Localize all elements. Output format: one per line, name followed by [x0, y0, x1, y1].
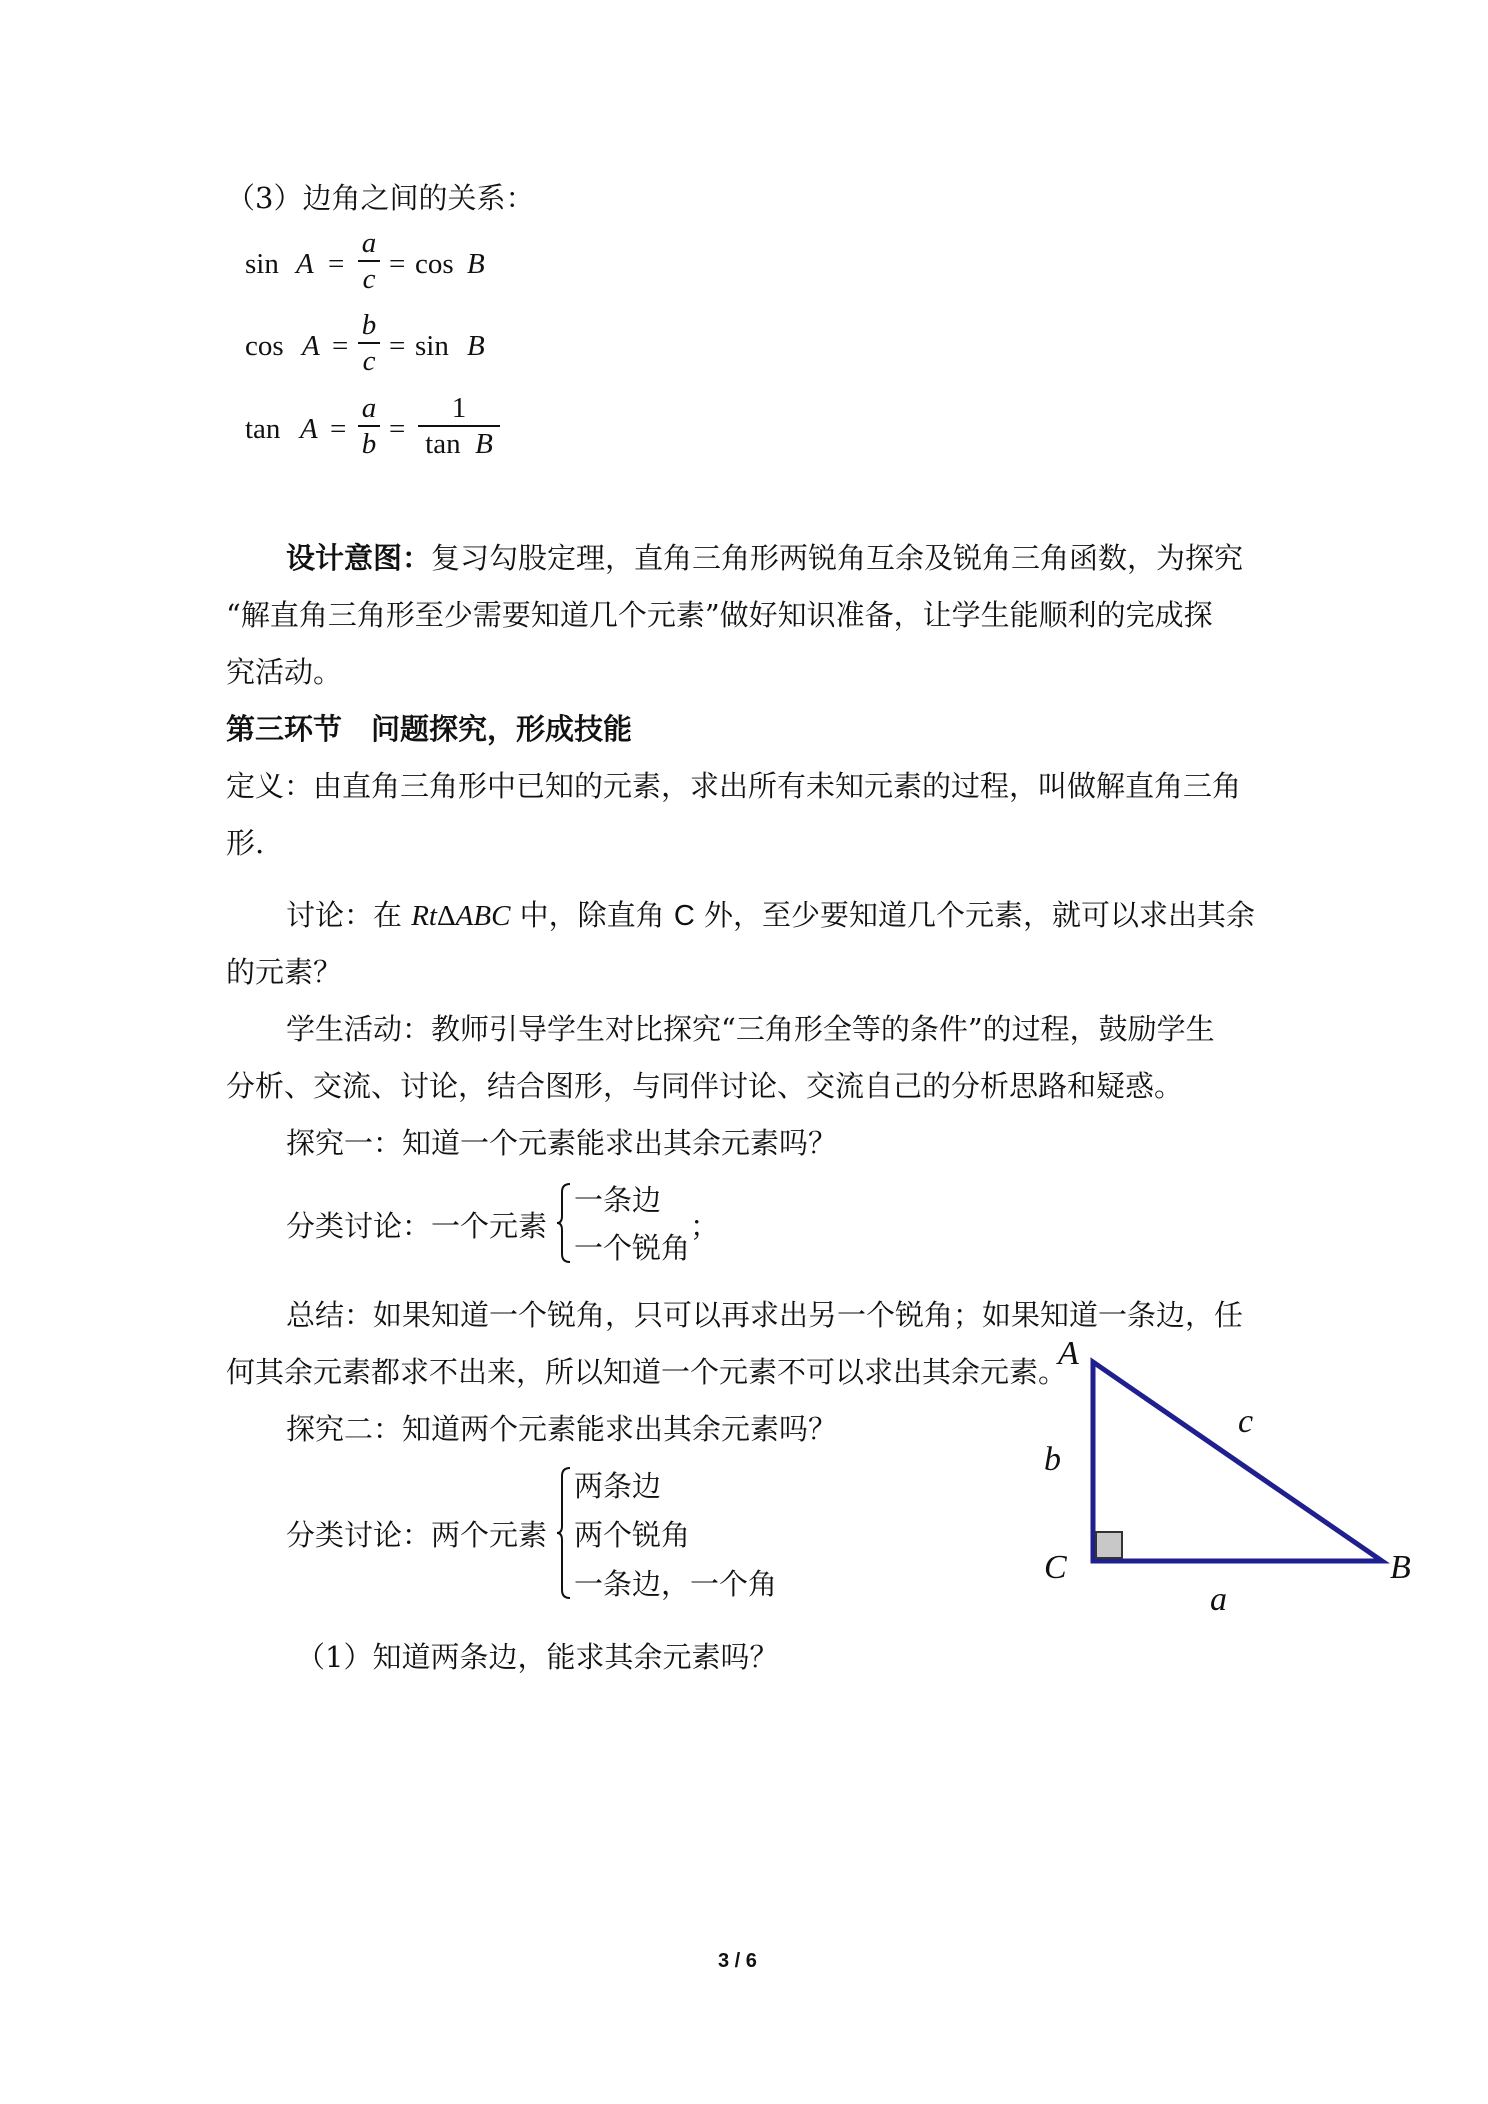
denominator-fn: tan: [425, 428, 461, 460]
vertex-b-label: B: [1390, 1549, 1411, 1586]
formula-rhs-var: B: [467, 330, 485, 362]
design-intent-line2: “解直角三角形至少需要知道几个元素”做好知识准备，让学生能顺利的完成探: [226, 598, 1213, 632]
section3-heading: （3）边角之间的关系：: [226, 181, 535, 215]
left-brace-icon: [556, 1466, 574, 1600]
formula-rhs-fn: cos: [415, 248, 454, 280]
fraction-denominator: b: [361, 428, 377, 460]
explore1-option: 一条边: [574, 1183, 662, 1217]
explore1-semicolon: ；: [690, 1209, 720, 1243]
summary-line2: 何其余元素都求不出来，所以知道一个元素不可以求出其余元素。: [226, 1355, 1068, 1389]
formula-var: A: [302, 330, 320, 362]
formula-fn: tan: [245, 413, 281, 445]
explore2-question: 探究二：知道两个元素能求出其余元素吗？: [286, 1412, 838, 1446]
formula-rhs-var: B: [467, 248, 485, 280]
discussion-line1: [286, 895, 1255, 936]
discussion-line2: 的元素？: [226, 955, 343, 989]
formula-fn: cos: [245, 330, 284, 362]
fraction-denominator: [425, 427, 493, 461]
side-c-label: c: [1238, 1403, 1254, 1440]
right-triangle-figure: [1040, 1320, 1440, 1620]
design-intent-line3: 究活动。: [226, 655, 343, 689]
triangle-name: ABC: [455, 900, 511, 932]
denominator-var: B: [475, 428, 493, 460]
formula-fraction: [358, 391, 380, 461]
fraction-numerator: a: [361, 227, 377, 259]
fraction-denominator: c: [362, 263, 376, 295]
explore2-class-label: 分类讨论：两个元素: [286, 1518, 548, 1552]
explore2-option: 两条边: [574, 1469, 662, 1503]
right-angle-marker: [1096, 1532, 1122, 1558]
formula-rhs-fn: sin: [415, 330, 449, 362]
discussion-prefix: 讨论：在: [286, 898, 412, 932]
rt-symbol: Rt: [411, 900, 437, 932]
section-title: 第三环节 问题探究，形成技能: [226, 712, 633, 746]
formula-var: A: [300, 413, 318, 445]
formula-fn: sin: [245, 248, 279, 280]
side-a-label: a: [1210, 1581, 1227, 1618]
summary-line1: 总结：如果知道一个锐角，只可以再求出另一个锐角；如果知道一条边，任: [286, 1298, 1244, 1332]
formula-eq: =: [332, 330, 349, 362]
fraction-numerator: b: [361, 309, 377, 341]
fraction-numerator: 1: [451, 392, 467, 424]
formula-fraction: [358, 226, 380, 296]
explore1-question: 探究一：知道一个元素能求出其余元素吗？: [286, 1126, 838, 1160]
formula-eq: =: [389, 413, 406, 445]
explore2-option: 两个锐角: [574, 1518, 691, 1552]
definition-line2: 形.: [226, 826, 265, 860]
angle-c: C: [673, 900, 695, 932]
discussion-suffix: 外，至少要知道几个元素，就可以求出其余: [694, 898, 1256, 932]
student-activity-line1: 学生活动：教师引导学生对比探究“三角形全等的条件”的过程，鼓励学生: [286, 1012, 1215, 1046]
page-number: 3 / 6: [718, 1950, 757, 1972]
explore1-class-label: 分类讨论：一个元素: [286, 1209, 548, 1243]
design-intent-line1: [286, 538, 1243, 578]
student-activity-line2: 分析、交流、讨论，结合图形，与同伴讨论、交流自己的分析思路和疑惑。: [226, 1069, 1184, 1103]
sub-question: （1）知道两条边，能求其余元素吗？: [296, 1640, 779, 1674]
triangle-shape: [1093, 1362, 1382, 1561]
formula-rhs-fraction: [418, 391, 500, 461]
discussion-mid: 中，除直角: [510, 898, 674, 932]
explore2-option: 一条边，一个角: [574, 1567, 778, 1601]
explore1-option: 一个锐角: [574, 1231, 691, 1265]
design-intent-label: 设计意图：: [286, 541, 432, 575]
vertex-a-label: A: [1058, 1335, 1079, 1372]
fraction-denominator: c: [362, 345, 376, 377]
formula-eq: =: [330, 413, 347, 445]
delta-symbol: Δ: [437, 900, 456, 932]
formula-eq: =: [389, 330, 406, 362]
formula-eq: =: [328, 248, 345, 280]
formula-fraction: [358, 308, 380, 378]
design-intent-text: 复习勾股定理，直角三角形两锐角互余及锐角三角函数，为探究: [431, 541, 1244, 575]
vertex-c-label: C: [1044, 1549, 1067, 1586]
formula-var: A: [296, 248, 314, 280]
fraction-numerator: a: [361, 392, 377, 424]
side-b-label: b: [1044, 1441, 1061, 1478]
left-brace-icon: [556, 1182, 574, 1264]
formula-eq: =: [389, 248, 406, 280]
definition-line1: 定义：由直角三角形中已知的元素，求出所有未知元素的过程，叫做解直角三角: [226, 769, 1242, 803]
